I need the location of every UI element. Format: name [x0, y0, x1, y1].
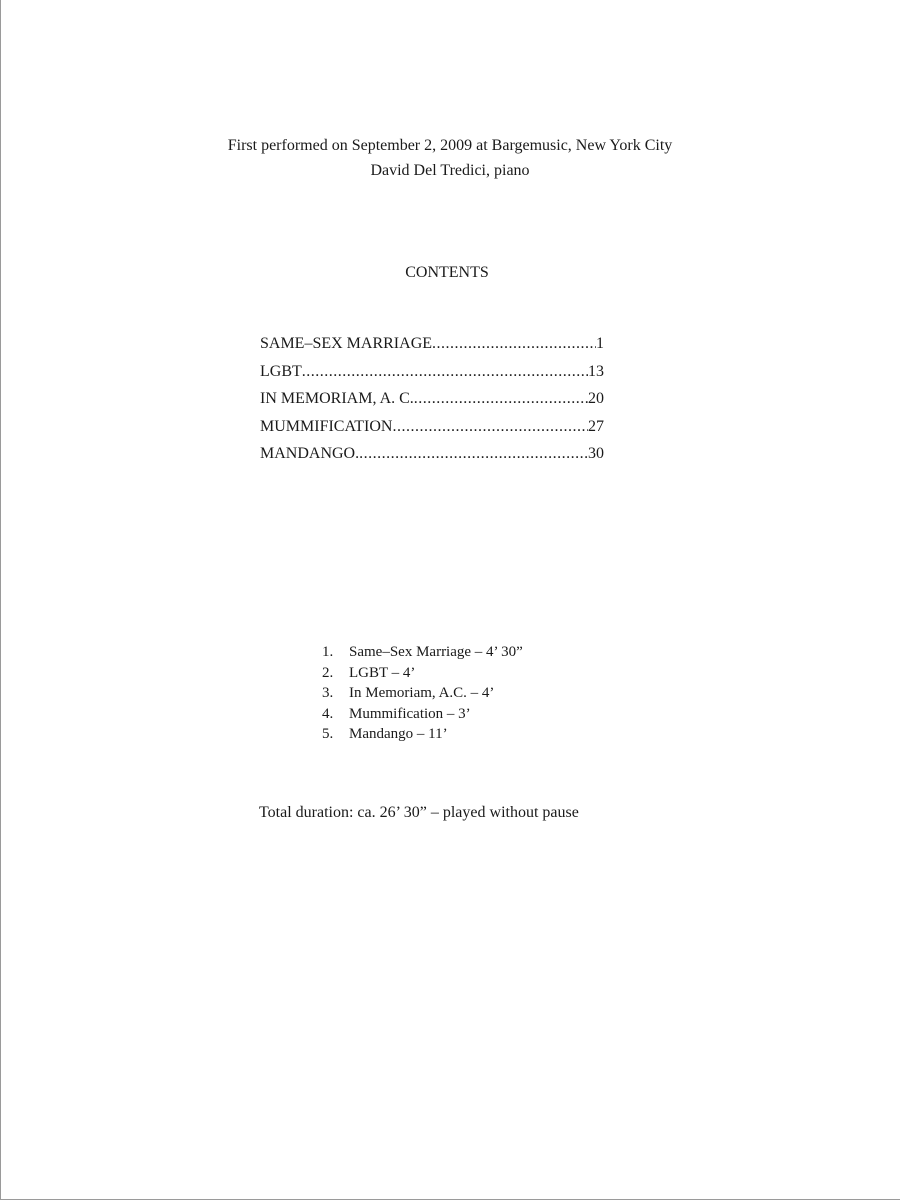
movement-number: 3. [322, 685, 334, 701]
toc-entry-title: MUMMIFICATION [260, 417, 393, 435]
movement-number: 5. [322, 726, 334, 742]
toc-leader-dots [392, 416, 588, 438]
movement-list [322, 642, 523, 745]
movement-number: 4. [322, 705, 334, 722]
movement-number: 1. [322, 644, 334, 660]
toc-entry[interactable] [260, 361, 604, 389]
list-item [322, 683, 523, 704]
toc-entry-page: 27 [588, 417, 604, 435]
toc-entry-page: 1 [596, 335, 604, 352]
toc-entry-page: 20 [588, 390, 604, 407]
movement-text: In Memoriam, A.C. – 4’ [349, 685, 495, 701]
toc-entry-title: LGBT [260, 362, 302, 380]
movement-number: 2. [322, 664, 334, 681]
list-item [322, 704, 523, 725]
toc-entry[interactable] [260, 443, 604, 471]
contents-heading: CONTENTS [405, 264, 489, 281]
movement-text: LGBT – 4’ [349, 664, 416, 681]
toc-entry-title: MANDANGO. [260, 445, 360, 462]
toc-entry-page: 30 [588, 445, 604, 462]
toc-leader-dots [414, 388, 588, 410]
toc-leader-dots [432, 333, 596, 355]
table-of-contents [260, 333, 604, 471]
toc-leader-dots [302, 361, 588, 383]
movement-text: Same–Sex Marriage – 4’ 30” [349, 644, 523, 660]
performer-line: David Del Tredici, piano [370, 162, 530, 179]
list-item [322, 663, 523, 684]
movement-text: Mummification – 3’ [349, 705, 471, 722]
toc-entry[interactable] [260, 333, 604, 361]
premiere-info [0, 133, 900, 183]
total-duration: Total duration: ca. 26’ 30” – played without pause [259, 804, 579, 821]
list-item [322, 724, 523, 745]
toc-entry[interactable] [260, 388, 604, 416]
toc-entry[interactable] [260, 416, 604, 444]
toc-entry-page: 13 [588, 362, 604, 380]
list-item [322, 642, 523, 663]
premiere-line: First performed on September 2, 2009 at Bargemusic, New York City [227, 137, 673, 154]
toc-leader-dots [359, 443, 588, 465]
toc-entry-title: IN MEMORIAM, A. C. [260, 390, 414, 407]
movement-text: Mandango – 11’ [349, 726, 448, 742]
toc-entry-title: SAME–SEX MARRIAGE [260, 335, 433, 352]
